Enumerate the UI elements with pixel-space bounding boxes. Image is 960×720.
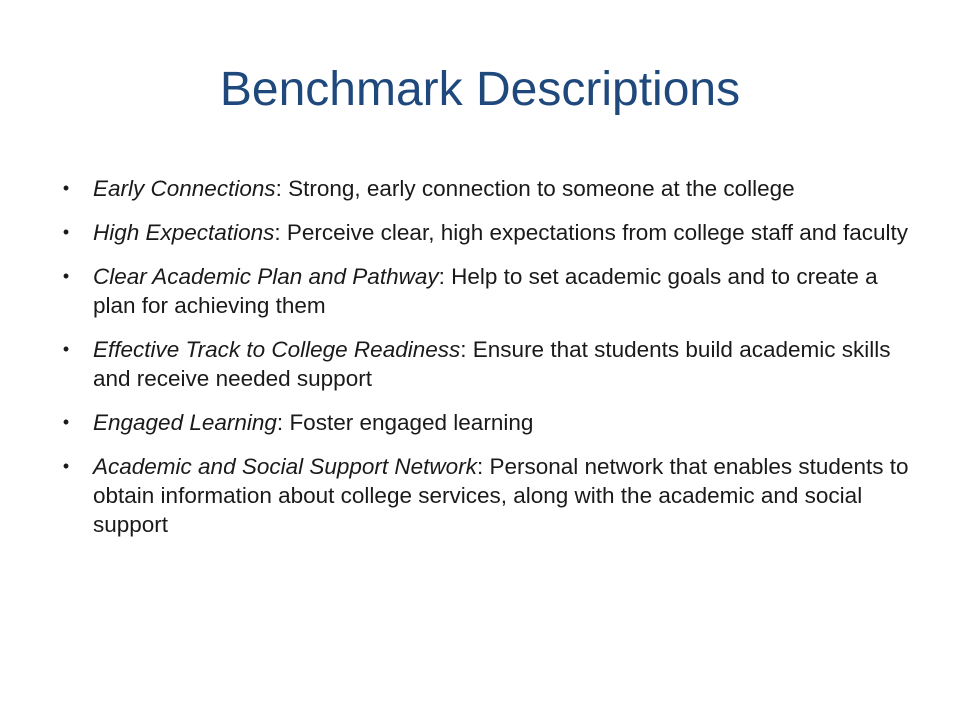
bullet-separator: : [476, 454, 490, 479]
bullet-icon: • [62, 456, 70, 476]
benchmark-list [62, 174, 913, 554]
bullet-text: Help to set academic goals and to create a plan for achieving them [93, 264, 878, 318]
bullet-term: Academic and Social Support Network [93, 454, 477, 479]
bullet-item-high-expectations [62, 218, 913, 247]
bullet-item-support-network [62, 452, 913, 539]
bullet-icon: • [62, 222, 70, 242]
bullet-term: Early Connections [93, 176, 276, 201]
bullet-text: Perceive clear, high expectations from college staff and faculty [286, 220, 909, 245]
bullet-text: Foster engaged learning [289, 410, 534, 435]
bullet-icon: • [62, 266, 70, 286]
bullet-item-clear-academic-plan [62, 262, 913, 320]
bullet-term: High Expectations [93, 220, 275, 245]
bullet-term: Effective Track to College Readiness [93, 337, 461, 362]
bullet-icon: • [62, 412, 70, 432]
bullet-separator: : [438, 264, 452, 289]
bullet-separator: : [276, 410, 290, 435]
bullet-term: Clear Academic Plan and Pathway [93, 264, 439, 289]
bullet-icon: • [62, 339, 70, 359]
bullet-item-college-readiness [62, 335, 913, 393]
bullet-term: Engaged Learning [93, 410, 277, 435]
bullet-separator: : [275, 176, 289, 201]
bullet-icon: • [62, 178, 70, 198]
slide-title: Benchmark Descriptions [219, 63, 741, 116]
bullet-text: Personal network that enables students to obtain information about college services, along with the academic and social support [93, 454, 909, 537]
bullet-separator: : [274, 220, 287, 245]
bullet-item-early-connections [62, 174, 913, 203]
bullet-item-engaged-learning [62, 408, 913, 437]
bullet-separator: : [460, 337, 473, 362]
bullet-text: Strong, early connection to someone at the college [288, 176, 795, 201]
bullet-text: Ensure that students build academic skills and receive needed support [93, 337, 891, 391]
